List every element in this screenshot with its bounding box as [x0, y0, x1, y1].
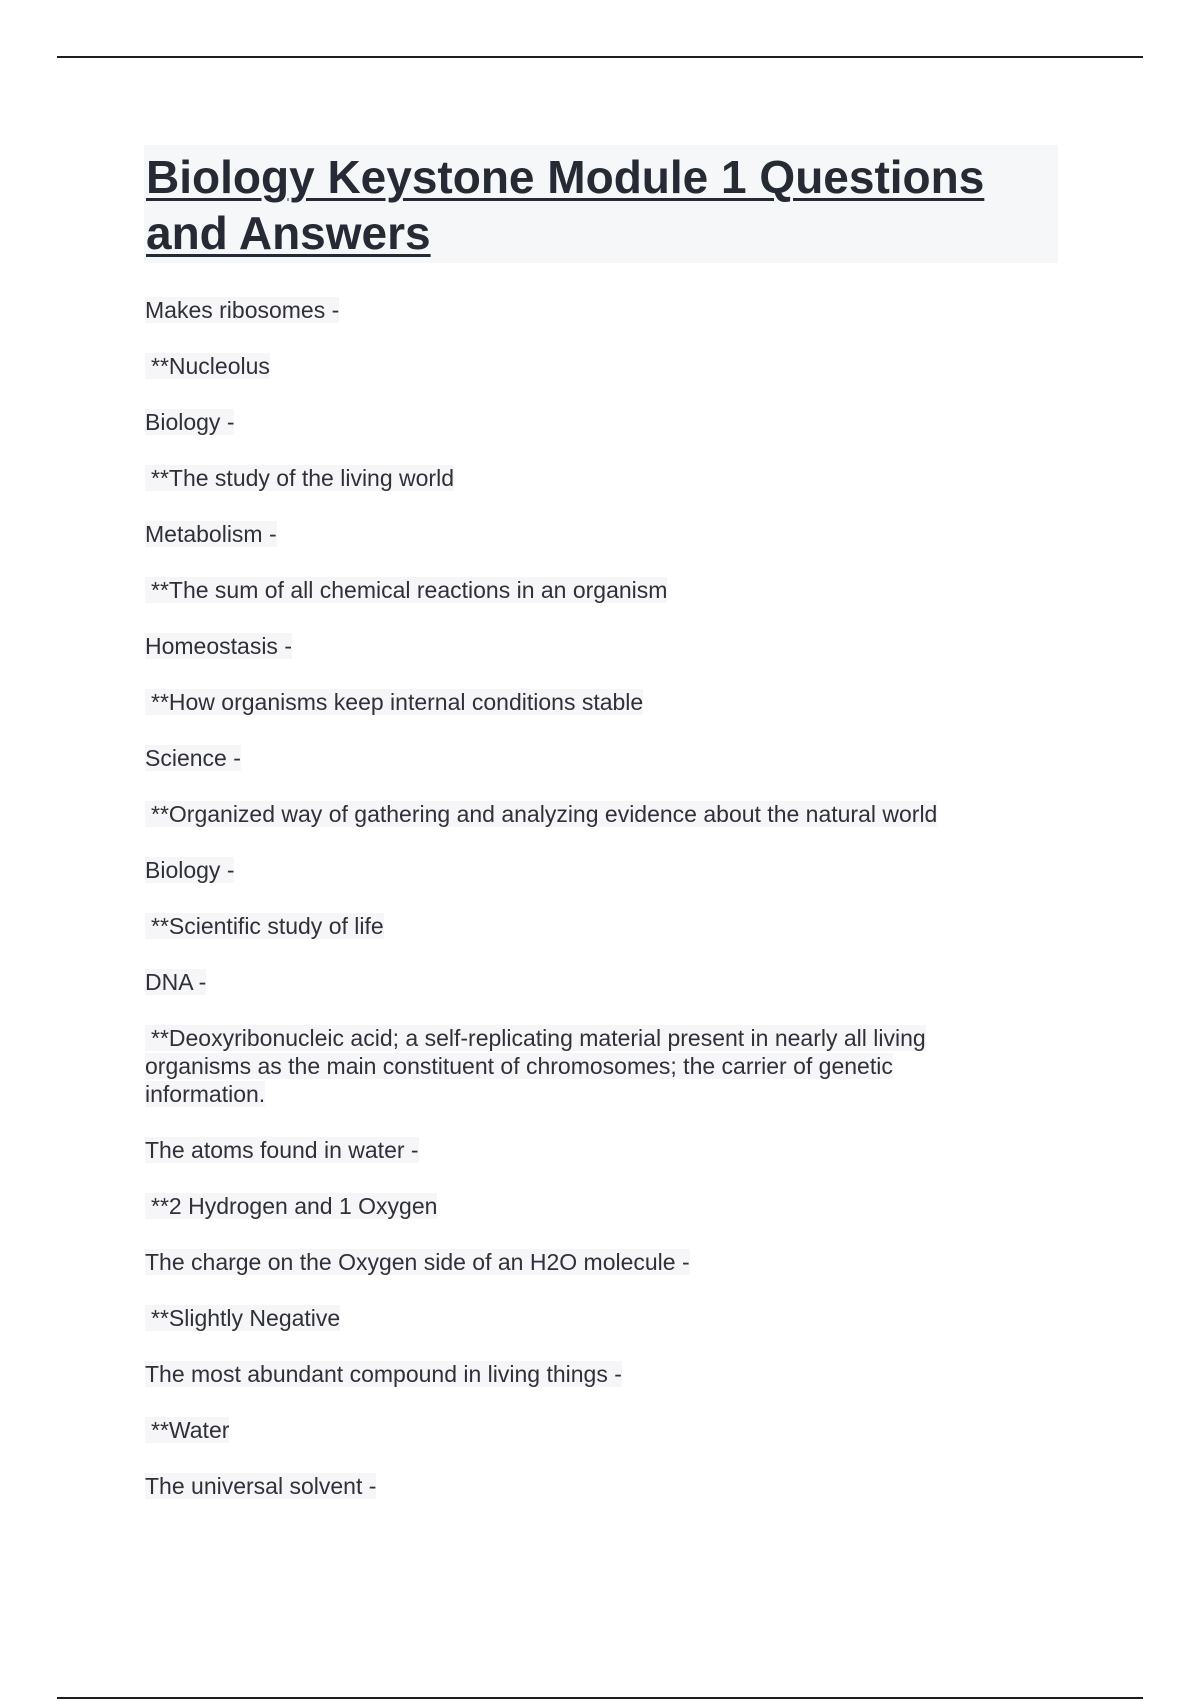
answer-text: **2 Hydrogen and 1 Oxygen — [145, 1192, 1005, 1220]
question-text: Makes ribosomes - — [145, 297, 340, 323]
question-text: The universal solvent - — [145, 1473, 377, 1499]
top-rule — [57, 56, 1143, 58]
qa-list — [145, 296, 1005, 1528]
bottom-rule — [57, 1697, 1143, 1699]
answer-text: **Scientific study of life — [145, 912, 1005, 940]
question-text: Biology - — [145, 857, 235, 883]
question-text: The atoms found in water - — [145, 1137, 419, 1163]
answer-text: **Deoxyribonucleic acid; a self-replicating material present in nearly all living organisms as the main constituent of chromosomes; the carrier of genetic information. — [145, 1025, 926, 1107]
answer-text: **Slightly Negative — [145, 1304, 1005, 1332]
question-text: Science - — [145, 745, 241, 771]
question-text: DNA - — [145, 969, 207, 995]
title-block — [144, 145, 1058, 263]
question-text: The most abundant compound in living things - — [145, 1361, 622, 1387]
answer-text: **The sum of all chemical reactions in an organism — [145, 576, 1005, 604]
question-text: Biology - — [145, 409, 235, 435]
page-title: Biology Keystone Module 1 Questions and Answers — [146, 151, 985, 259]
answer-text: **The study of the living world — [145, 464, 1005, 492]
question-text: Metabolism - — [145, 521, 277, 547]
question-text: Homeostasis - — [145, 633, 292, 659]
question-text: The charge on the Oxygen side of an H2O molecule - — [145, 1249, 690, 1275]
answer-text: **Organized way of gathering and analyzing evidence about the natural world — [145, 800, 1005, 828]
answer-text: **Nucleolus — [145, 352, 1005, 380]
answer-text: **How organisms keep internal conditions stable — [145, 688, 1005, 716]
answer-text: **Water — [145, 1416, 1005, 1444]
